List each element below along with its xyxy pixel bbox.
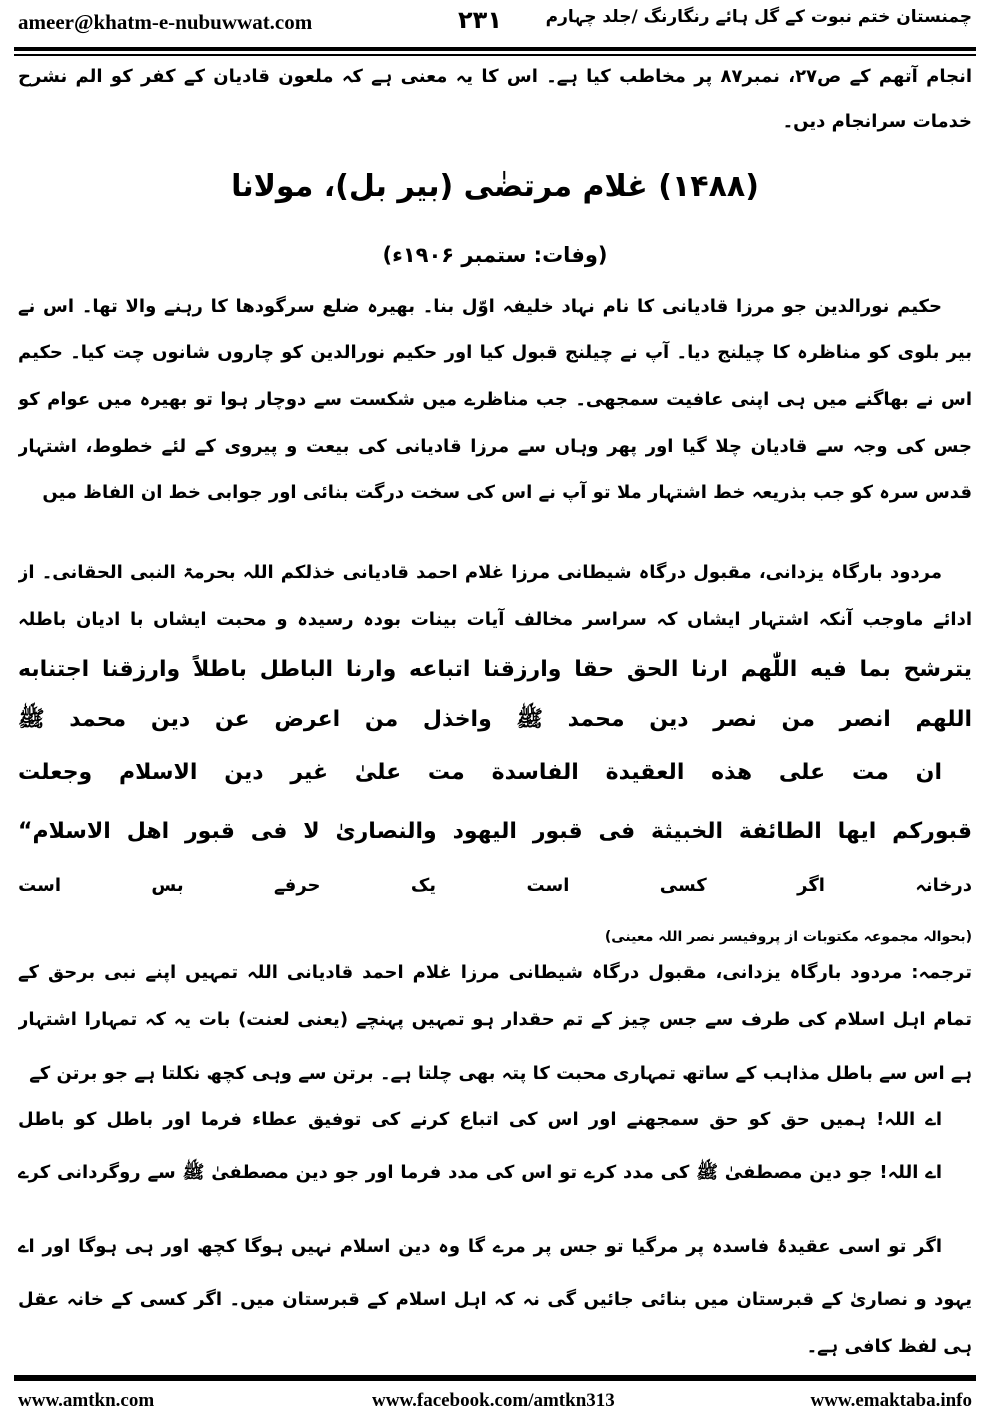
letter-line: مردود بارگاہ یزدانی، مقبول درگاہ شیطانی مرزا غلام احمد قادیانی خذلکم اللہ بحرمۃ النبی الحقانی۔ از	[18, 562, 942, 583]
page-number: ۲۳۱	[458, 6, 502, 34]
page-header	[0, 0, 990, 46]
text-line: حکیم نورالدین جو مرزا قادیانی کا نام نہاد خلیفہ اوّل بنا۔ بھیرہ ضلع سرگودھا کا رہنے والا تھا۔ اس نے	[18, 296, 942, 317]
arabic-line: قبورکم ايها الطائفة الخبيثة فی قبور اليهود والنصاریٰ لا فی قبور اهل الاسلام“	[18, 819, 972, 844]
translation-line: ترجمہ: مردود بارگاہ یزدانی، مقبول درگاہ شیطانی مرزا غلام احمد قادیانی اللہ تمہیں اپنے نبی برحق کے	[18, 962, 972, 983]
footer-link-emaktaba[interactable]: www.emaktaba.info	[810, 1390, 972, 1411]
verse-word: یک	[410, 875, 437, 896]
text-line: اس نے بھاگنے میں ہی اپنی عافیت سمجھی۔ جب مناظرے میں شکست سے دوچار ہوا تو بھیرہ میں عوام کو	[18, 389, 972, 410]
header-rule-thin	[14, 54, 976, 56]
translation-line: اے اللہ! جو دین مصطفیٰ ﷺ کی مدد کرے تو اس کی مدد فرما اور جو دین مصطفیٰ ﷺ سے روگردانی کرے	[18, 1162, 942, 1183]
text-line: خدمات سرانجام دیں۔	[782, 111, 972, 132]
citation: (بحوالہ مجموعہ مکتوبات از پروفیسر نصر اللہ معینی)	[604, 929, 972, 945]
verse-word: بس	[151, 875, 184, 896]
entry-death-date: (وفات: ستمبر ۱۹۰۶ء)	[382, 243, 608, 267]
arabic-line: يترشح بما فيه اللّٰهم ارنا الحق حقا وارزقنا اتباعه وارنا الباطل باطلاً وارزقنا اجتنابه	[18, 657, 972, 682]
translation-line: تمام اہل اسلام کی طرف سے جس چیز کے تم حقدار ہو تمہیں پہنچے (یعنی لعنت) بات یہ کہ تمہارا اشتہار	[18, 1009, 972, 1030]
text-line: بیر بلوی کو مناظرہ کا چیلنج دیا۔ آپ نے چیلنج قبول کیا اور حکیم نورالدین کو چاروں شانوں چت کیا۔ حکیم	[18, 342, 972, 363]
verse-word: است	[526, 875, 570, 896]
letter-line: ادائے ماوجب آنکہ اشتہار ایشاں کہ سراسر مخالف آیات بینات بودہ رسیدہ و محبت ایشاں با ادیان باطلہ	[18, 609, 972, 630]
footer-link-amtkn[interactable]: www.amtkn.com	[18, 1390, 155, 1411]
verse-word: حرفے	[273, 875, 321, 896]
persian-verse	[18, 866, 972, 906]
book-title: چمنستان ختم نبوت کے گل ہائے رنگارنگ /جلد چہارم	[545, 7, 972, 27]
verse-word: اگر	[797, 875, 825, 896]
footer-rule	[14, 1375, 976, 1381]
entry-heading: (۱۴۸۸) غلام مرتضٰی (بیر بل)، مولانا	[231, 169, 759, 204]
translation-line: ہے اس سے باطل مذاہب کے ساتھ تمہاری محبت کا پتہ بھی چلتا ہے۔ برتن سے وہی کچھ نکلتا ہے جو برتن کے	[29, 1063, 972, 1084]
translation-line: اے اللہ! ہمیں حق کو حق سمجھنے اور اس کی اتباع کرنے کی توفیق عطاء فرما اور باطل کو باطل	[18, 1109, 942, 1130]
translation-line: ہی لفظ کافی ہے۔	[806, 1336, 972, 1357]
footer-link-facebook[interactable]: www.facebook.com/amtkn313	[372, 1390, 615, 1411]
arabic-line: اللهم انصر من نصر دين محمد ﷺ واخذل من اعرض عن دين محمد ﷺ	[18, 707, 972, 732]
text-line: جس کی وجہ سے قادیان چلا گیا اور پھر وہاں سے مرزا قادیانی کی بیعت و پیروی کے لئے خطوط، اشتہار	[18, 436, 972, 457]
header-email: ameer@khatm-e-nubuwwat.com	[18, 10, 313, 34]
arabic-line: ان مت علی هذه العقيدة الفاسدة مت علیٰ غير دين الاسلام وجعلت	[18, 760, 942, 785]
verse-word: است	[18, 875, 62, 896]
text-line: قدس سرہ کو جب بذریعہ خط اشتہار ملا تو آپ نے اس کی سخت درگت بنائی اور جوابی خط ان الفاظ میں	[42, 482, 972, 503]
verse-word: کسی	[659, 875, 707, 896]
text-line: انجام آتھم کے ص۲۷، نمبر۸۷ پر مخاطب کیا ہے۔ اس کا یہ معنی ہے کہ ملعون قادیان کے کفر کو الم نشرح	[18, 66, 972, 87]
translation-line: اگر تو اسی عقیدۂ فاسدہ پر مرگیا تو جس پر مرے گا وہ دین اسلام نہیں ہوگا کچھ اور ہی ہوگا اور اے	[18, 1236, 942, 1257]
translation-line: یہود و نصاریٰ کے قبرستان میں بنائی جائیں گی نہ کہ اہل اسلام کے قبرستان میں۔ اگر کسی کے خانہ عقل	[18, 1289, 972, 1310]
header-rule	[14, 47, 976, 51]
verse-word: درخانہ	[915, 875, 972, 896]
